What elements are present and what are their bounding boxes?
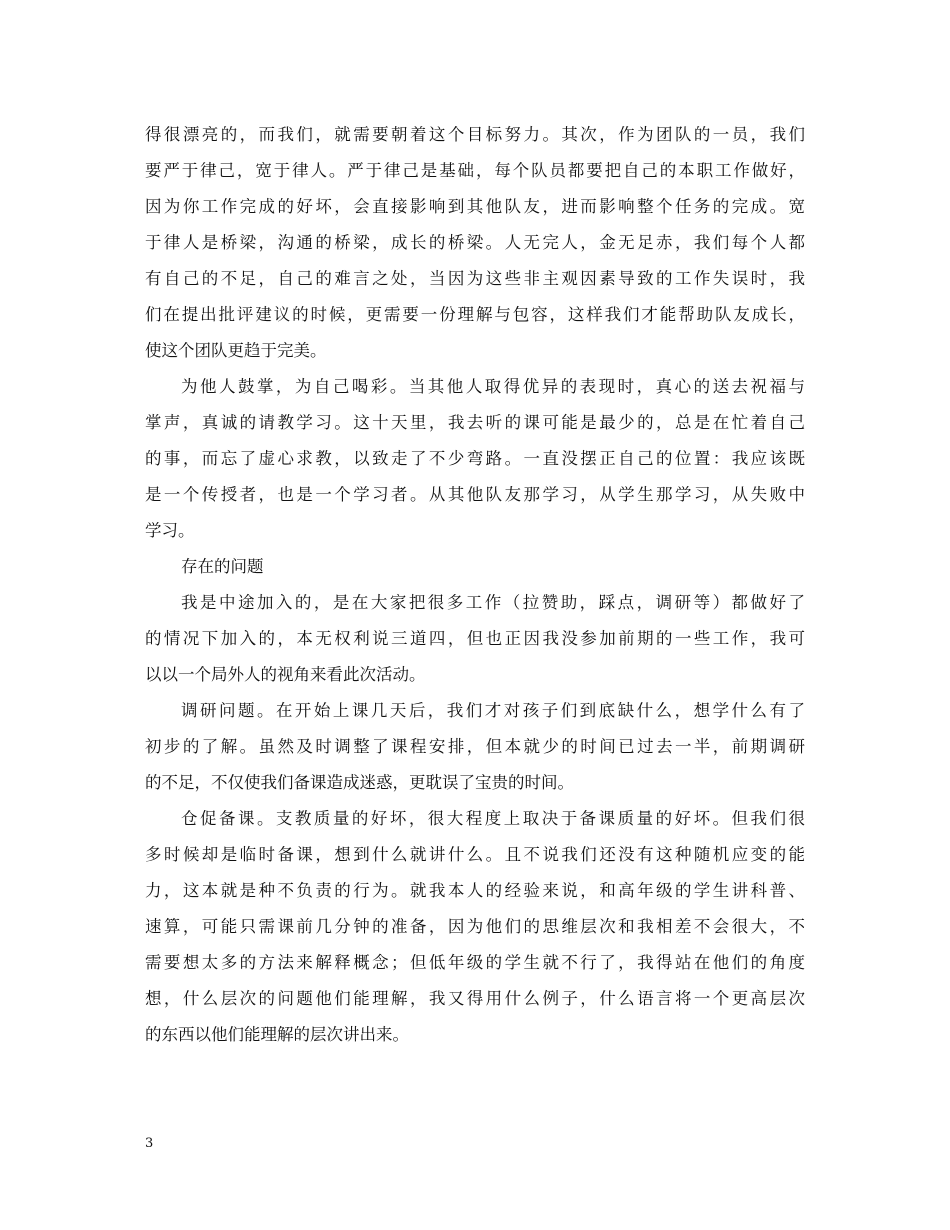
text-line: 们在提出批评建议的时候，更需要一份理解与包容，这样我们才能帮助队友成长， — [145, 305, 805, 324]
text-line: 调研问题。在开始上课几天后，我们才对孩子们到底缺什么，想学什么有了 — [181, 701, 805, 720]
text-line: 需要想太多的方法来解释概念；但低年级的学生就不行了，我得站在他们的角度 — [145, 953, 805, 972]
text-line: 的不足，不仅使我们备课造成迷惑，更耽误了宝贵的时间。 — [145, 773, 574, 792]
text-line: 的事，而忘了虚心求教，以致走了不少弯路。一直没摆正自己的位置：我应该既 — [145, 449, 805, 468]
section-heading — [145, 549, 805, 585]
text-line: 学习。 — [145, 521, 195, 540]
text-line: 使这个团队更趋于完美。 — [145, 341, 327, 360]
paragraph — [145, 585, 805, 693]
paragraph — [145, 369, 805, 549]
text-line: 以以一个局外人的视角来看此次活动。 — [145, 665, 426, 684]
text-line: 得很漂亮的，而我们，就需要朝着这个目标努力。其次，作为团队的一员，我们 — [145, 125, 805, 144]
text-line: 的情况下加入的，本无权利说三道四，但也正因我没参加前期的一些工作，我可 — [145, 629, 805, 648]
text-line: 想，什么层次的问题他们能理解，我又得用什么例子，什么语言将一个更高层次 — [145, 989, 805, 1008]
text-line: 掌声，真诚的请教学习。这十天里，我去听的课可能是最少的，总是在忙着自己 — [145, 413, 805, 432]
text-line: 多时候却是临时备课，想到什么就讲什么。且不说我们还没有这种随机应变的能 — [145, 845, 805, 864]
paragraph — [145, 693, 805, 801]
page-number: 3 — [145, 1136, 154, 1151]
document-body — [145, 117, 805, 1053]
text-line: 初步的了解。虽然及时调整了课程安排，但本就少的时间已过去一半，前期调研 — [145, 737, 805, 756]
text-line: 我是中途加入的，是在大家把很多工作（拉赞助，踩点，调研等）都做好了 — [181, 593, 805, 612]
text-line: 要严于律己，宽于律人。严于律己是基础，每个队员都要把自己的本职工作做好， — [145, 161, 805, 180]
text-line: 的东西以他们能理解的层次讲出来。 — [145, 1025, 409, 1044]
text-line: 有自己的不足，自己的难言之处，当因为这些非主观因素导致的工作失误时，我 — [145, 269, 805, 288]
heading-text: 存在的问题 — [181, 557, 264, 576]
text-line: 速算，可能只需课前几分钟的准备，因为他们的思维层次和我相差不会很大，不 — [145, 917, 805, 936]
text-line: 力，这本就是种不负责的行为。就我本人的经验来说，和高年级的学生讲科普、 — [145, 881, 805, 900]
text-line: 为他人鼓掌，为自己喝彩。当其他人取得优异的表现时，真心的送去祝福与 — [181, 377, 805, 396]
text-line: 是一个传授者，也是一个学习者。从其他队友那学习，从学生那学习，从失败中 — [145, 485, 805, 504]
text-line: 仓促备课。支教质量的好坏，很大程度上取决于备课质量的好坏。但我们很 — [181, 809, 805, 828]
paragraph — [145, 117, 805, 369]
paragraph — [145, 801, 805, 1053]
text-line: 因为你工作完成的好坏，会直接影响到其他队友，进而影响整个任务的完成。宽 — [145, 197, 805, 216]
text-line: 于律人是桥梁，沟通的桥梁，成长的桥梁。人无完人，金无足赤，我们每个人都 — [145, 233, 805, 252]
